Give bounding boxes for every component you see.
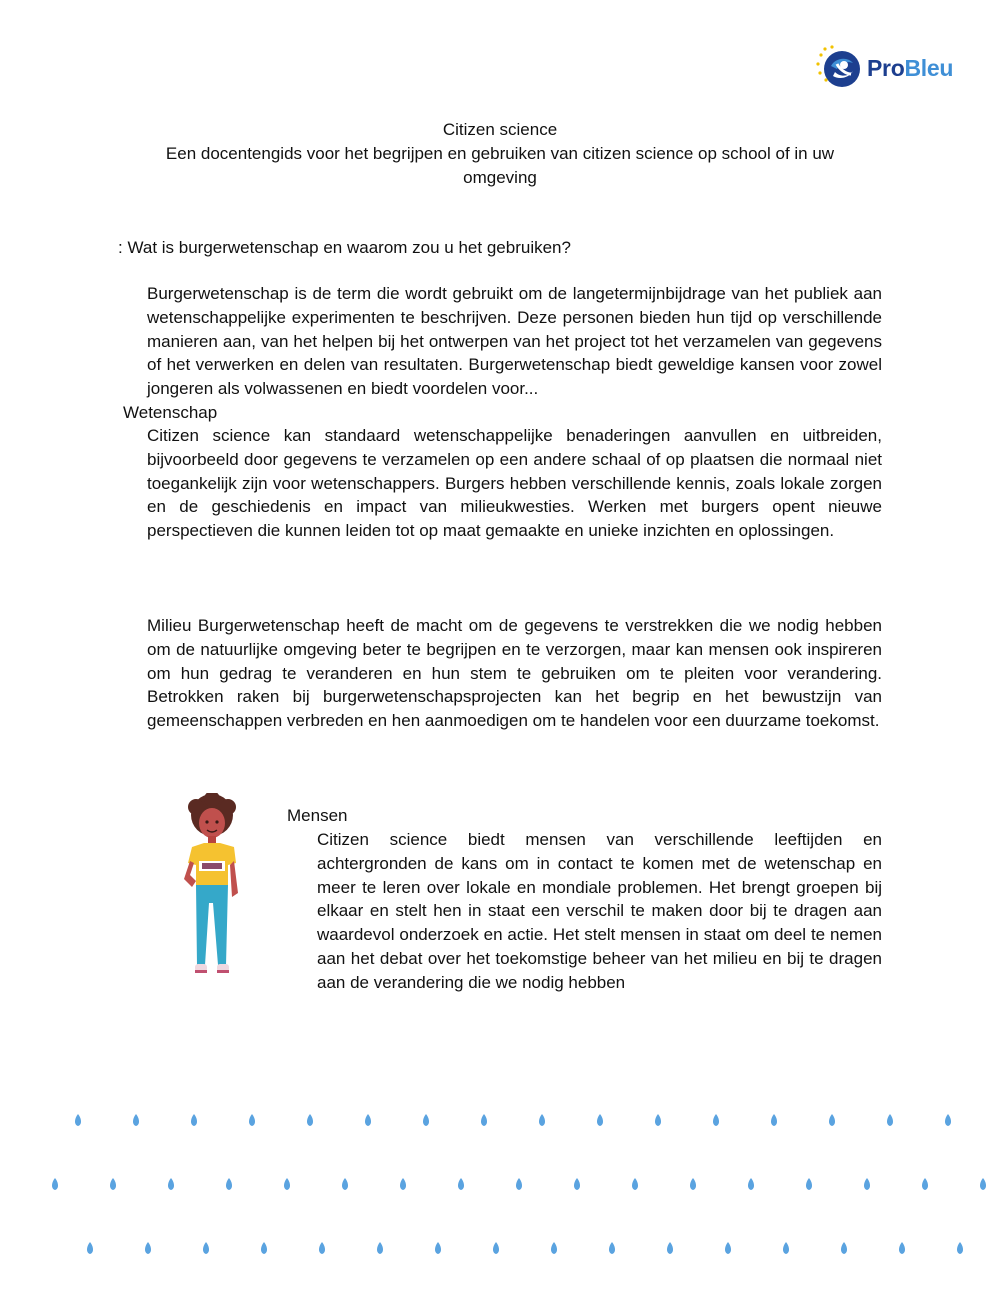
person-illustration xyxy=(178,793,248,978)
water-drop-icon xyxy=(574,1178,580,1190)
water-drop-icon xyxy=(771,1114,777,1126)
section-question: : Wat is burgerwetenschap en waarom zou u het gebruiken? xyxy=(118,238,571,257)
water-drop-icon xyxy=(377,1242,383,1254)
water-drop-icon xyxy=(783,1242,789,1254)
water-drop-icon xyxy=(899,1242,905,1254)
water-drop-icon xyxy=(597,1114,603,1126)
water-drop-icon xyxy=(284,1178,290,1190)
water-drop-icon xyxy=(841,1242,847,1254)
probleu-logo-icon xyxy=(815,44,863,92)
title-block xyxy=(130,118,870,190)
water-drop-icon xyxy=(191,1114,197,1126)
water-drop-icon xyxy=(829,1114,835,1126)
water-drop-icon xyxy=(226,1178,232,1190)
intro-paragraph: Burgerwetenschap is de term die wordt gebruikt om de langetermijnbijdrage van het publiek aan wetenschappelijke experimenten te beschrijven. Deze personen bieden hun tijd op verschillende manieren aan, van het helpen bij het ontwerpen van het project tot het verzamelen van gegevens of het verwerken en delen van resultaten. Burgerwetenschap biedt geweldige kansen voor zowel jongeren als volwassenen en biedt voordelen voor... xyxy=(147,284,882,399)
water-drop-icon xyxy=(609,1242,615,1254)
water-drop-icon xyxy=(87,1242,93,1254)
water-drop-icon xyxy=(423,1114,429,1126)
water-drop-icon xyxy=(922,1178,928,1190)
water-drop-icon xyxy=(435,1242,441,1254)
water-drop-icon xyxy=(539,1114,545,1126)
water-drop-icon xyxy=(667,1242,673,1254)
logo-wordmark xyxy=(867,55,953,82)
water-drop-icon xyxy=(945,1114,951,1126)
water-drop-icon xyxy=(748,1178,754,1190)
water-drop-icon xyxy=(168,1178,174,1190)
water-drop-icon xyxy=(690,1178,696,1190)
water-drop-icon xyxy=(551,1242,557,1254)
water-drop-icon xyxy=(133,1114,139,1126)
water-drop-icon xyxy=(516,1178,522,1190)
people-heading: Mensen xyxy=(287,806,348,825)
water-drop-icon xyxy=(75,1114,81,1126)
probleu-logo xyxy=(815,44,953,92)
water-drop-icon xyxy=(307,1114,313,1126)
water-drop-icon xyxy=(319,1242,325,1254)
water-drop-icon xyxy=(887,1114,893,1126)
water-drop-icon xyxy=(957,1242,963,1254)
water-drop-pattern xyxy=(0,1100,1000,1270)
water-drop-icon xyxy=(145,1242,151,1254)
water-drop-icon xyxy=(342,1178,348,1190)
science-heading: Wetenschap xyxy=(123,403,218,422)
water-drop-icon xyxy=(110,1178,116,1190)
water-drop-icon xyxy=(261,1242,267,1254)
water-drop-icon xyxy=(493,1242,499,1254)
water-drop-icon xyxy=(249,1114,255,1126)
environment-paragraph: Milieu Burgerwetenschap heeft de macht om de gegevens te verstrekken die we nodig hebben om de natuurlijke omgeving beter te begrijpen en te verzorgen, maar kan mensen ook inspireren om hun gedrag te veranderen en hun stem te gebruiken om te pleiten voor verandering. Betrokken raken bij burgerwetenschapsprojecten kan het begrip en het bewustzijn van gemeenschappen verbreden en hen aanmoedigen om te handelen voor een duurzame toekomst. xyxy=(147,616,882,731)
water-drop-icon xyxy=(203,1242,209,1254)
water-drop-icon xyxy=(481,1114,487,1126)
water-drop-icon xyxy=(632,1178,638,1190)
water-drop-icon xyxy=(365,1114,371,1126)
logo-text-bleu: Bleu xyxy=(904,54,954,81)
water-drop-icon xyxy=(980,1178,986,1190)
people-paragraph: Citizen science biedt mensen van verschillende leeftijden en achtergronden de kans om in contact te komen met de wetenschap en meer te leren over lokale en mondiale problemen. Het brengt groepen bij elkaar en stelt hen in staat een verschil te maken door bij te dragen aan waardevol onderzoek en actie. Het stelt mensen in staat om deel te nemen aan het debat over het toekomstige beheer van het milieu en bij te dragen aan de verandering die we nodig hebben xyxy=(317,830,882,992)
document-subtitle: Een docentengids voor het begrijpen en gebruiken van citizen science op school of in uw omgeving xyxy=(165,144,835,187)
science-paragraph: Citizen science kan standaard wetenschappelijke benaderingen aanvullen en uitbreiden, bijvoorbeeld door gegevens te verzamelen op een andere schaal of op plaatsen die normaal niet toegankelijk zijn voor wetenschappers. Burgers hebben verschillende kennis, zoals lokale zorgen en de geschiedenis en impact van milieukwesties. Werken met burgers opent nieuwe perspectieven die kunnen leiden tot op maat gemaakte en unieke inzichten en oplossingen. xyxy=(147,426,882,541)
water-drop-icon xyxy=(713,1114,719,1126)
water-drop-icon xyxy=(52,1178,58,1190)
water-drop-icon xyxy=(458,1178,464,1190)
water-drop-icon xyxy=(400,1178,406,1190)
document-title: Citizen science xyxy=(442,120,558,139)
water-drop-icon xyxy=(864,1178,870,1190)
logo-text-pro: Pro xyxy=(867,54,905,81)
water-drop-icon xyxy=(725,1242,731,1254)
water-drop-icon xyxy=(655,1114,661,1126)
water-drop-icon xyxy=(806,1178,812,1190)
